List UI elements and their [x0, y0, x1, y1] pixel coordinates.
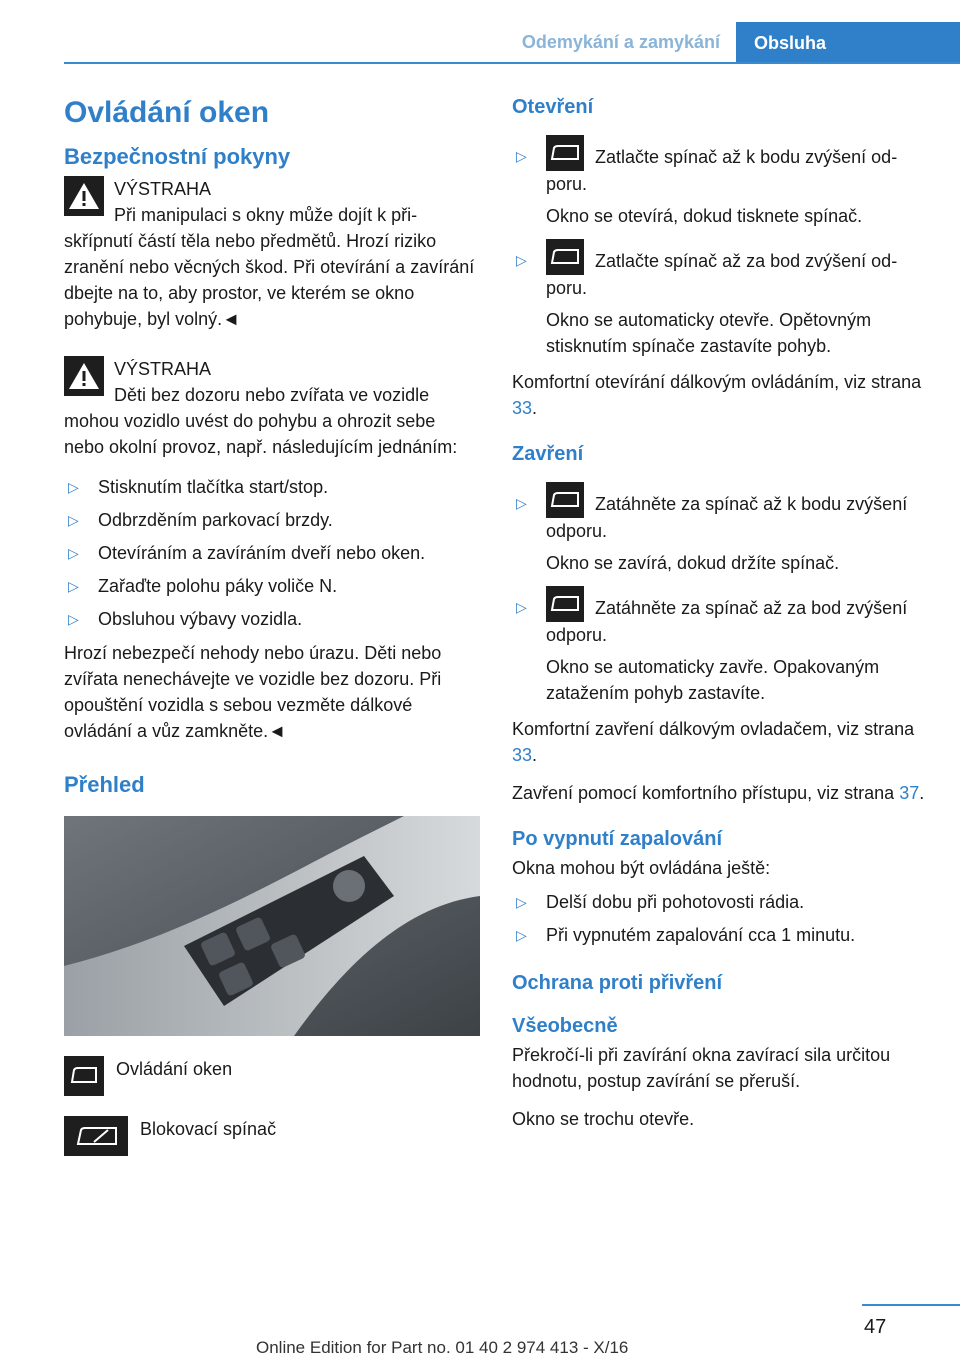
- legend-label: Blokovací spínač: [140, 1119, 277, 1139]
- footer-rule: [862, 1304, 960, 1306]
- open-heading: Otevření: [512, 96, 594, 118]
- header-rule: [64, 62, 960, 64]
- pinch-heading: Ochrana proti přivření: [512, 972, 723, 994]
- triangle-bullet-icon: ▷: [68, 512, 79, 528]
- triangle-bullet-icon: ▷: [68, 611, 79, 627]
- open-step-2: ▷ Zatlačte spínač až za bod zvýšení odporu. Okno se automaticky otevře. Opětovným stisknutím spínače zastavíte pohyb.: [512, 239, 928, 359]
- legend-lock-switch: [64, 1116, 480, 1160]
- warning-text: Při manipulaci s okny může dojít k přiskřípnutí částí těla nebo předmětů. Hrozí riziko zranění nebo věcných škod. Při otevírání a zavírání dbejte na to, aby prostor, ve kterém se okno pohybuje, byl volný.◄: [64, 205, 475, 329]
- ignition-list: [512, 889, 928, 948]
- warning-list: [64, 474, 480, 632]
- warning-title: VÝSTRAHA: [114, 179, 212, 199]
- window-switch-icon: [546, 586, 584, 622]
- list-item: ▷ Otevíráním a zavíráním dveří nebo oken.: [64, 540, 480, 566]
- open-comfort-note: Komfortní otevírání dálkovým ovládáním, viz strana 33.: [512, 372, 922, 418]
- ignition-heading: Po vypnutí zapalování: [512, 828, 723, 850]
- warning-title: VÝSTRAHA: [114, 359, 212, 379]
- ignition-intro: Okna mohou být ovládána ještě:: [512, 858, 771, 878]
- list-item: ▷ Delší dobu při pohotovosti rádia.: [512, 889, 928, 915]
- overview-heading: Přehled: [64, 772, 145, 797]
- triangle-bullet-icon: ▷: [516, 148, 527, 164]
- triangle-bullet-icon: ▷: [516, 894, 527, 910]
- page-link[interactable]: 37: [899, 783, 920, 803]
- window-switch-icon: [546, 482, 584, 518]
- triangle-bullet-icon: ▷: [68, 578, 79, 594]
- triangle-bullet-icon: ▷: [516, 599, 527, 615]
- window-switch-icon: [546, 135, 584, 171]
- warning-text: Děti bez dozoru nebo zvířata ve vozidle mohou vozidlo uvést do pohybu a ohrozit sebe nebo okolní provoz, např. následujícím jednáním:: [64, 385, 458, 457]
- warning-conclusion: Hrozí nebezpečí nehody nebo úrazu. Děti nebo zvířata nenechávejte ve vozidle bez dozoru. Při opouštění vozidla s sebou vezměte dálkové ovládání a vůz zamkněte.◄: [64, 643, 442, 741]
- warning-triangle-icon: [64, 176, 104, 216]
- warning-triangle-icon: [64, 356, 104, 396]
- window-switch-icon: [546, 239, 584, 275]
- chapter-tab: Obsluha: [736, 22, 960, 64]
- door-panel-photo: [64, 816, 480, 1036]
- window-switch-icon: [64, 1056, 104, 1096]
- close-step-1: ▷ Zatáhněte za spínač až k bodu zvýšení odporu. Okno se zavírá, dokud držíte spínač.: [512, 482, 928, 576]
- warning-box-1: [64, 176, 480, 332]
- page-link[interactable]: 33: [512, 745, 533, 765]
- close-comfort-note: Komfortní zavření dálkovým ovladačem, viz strana 33.: [512, 719, 915, 765]
- list-item: ▷ Stisknutím tlačítka start/stop.: [64, 474, 480, 500]
- page-number: 47: [864, 1316, 887, 1338]
- close-step-2: ▷ Zatáhněte za spínač až za bod zvýšení odporu. Okno se automaticky zavře. Opakovaným zatažením pohyb zastavíte.: [512, 586, 928, 706]
- triangle-bullet-icon: ▷: [516, 927, 527, 943]
- legend-label: Ovládání oken: [116, 1059, 233, 1079]
- section-tab: Odemykání a zamykání: [521, 32, 720, 52]
- list-item: ▷ Odbrzděním parkovací brzdy.: [64, 507, 480, 533]
- general-text-2: Okno se trochu otevře.: [512, 1109, 695, 1129]
- edition-footer: Online Edition for Part no. 01 40 2 974 413 - X/16: [256, 1338, 629, 1357]
- triangle-bullet-icon: ▷: [68, 479, 79, 495]
- left-column: [64, 96, 480, 1176]
- legend-window-control: [64, 1056, 480, 1100]
- warning-box-2: [64, 356, 480, 460]
- general-heading: Všeobecně: [512, 1015, 618, 1037]
- window-lock-icon: [64, 1116, 128, 1156]
- list-item: ▷ Obsluhou výbavy vozidla.: [64, 606, 480, 632]
- open-step-1: ▷ Zatlačte spínač až k bodu zvýšení odporu. Okno se otevírá, dokud tisknete spínač.: [512, 135, 928, 229]
- triangle-bullet-icon: ▷: [68, 545, 79, 561]
- list-item: ▷ Zařaďte polohu páky voliče N.: [64, 573, 480, 599]
- page-link[interactable]: 33: [512, 398, 533, 418]
- page-title: Ovládání oken: [64, 96, 270, 129]
- close-access-note: Zavření pomocí komfortního přístupu, viz strana 37.: [512, 783, 925, 803]
- safety-heading: Bezpečnostní pokyny: [64, 144, 291, 169]
- triangle-bullet-icon: ▷: [516, 252, 527, 268]
- list-item: ▷ Při vypnutém zapalování cca 1 minutu.: [512, 922, 928, 948]
- general-text: Překročí-li při zavírání okna zavírací sila určitou hodnotu, postup zavírání se přeruší.: [512, 1045, 891, 1091]
- right-column: [512, 96, 928, 1144]
- triangle-bullet-icon: ▷: [516, 495, 527, 511]
- close-heading: Zavření: [512, 443, 584, 465]
